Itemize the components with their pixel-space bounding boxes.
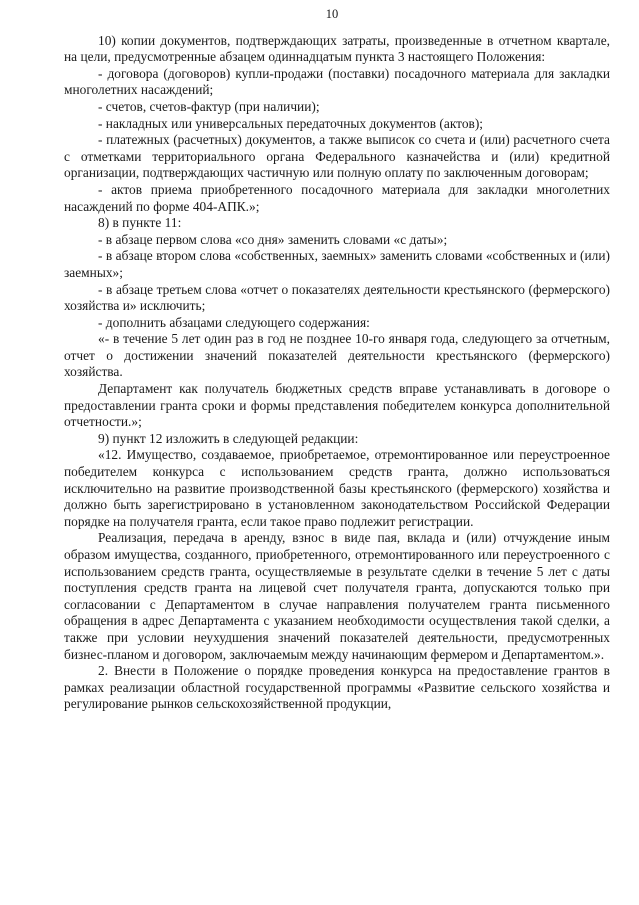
paragraph-clause-12: «12. Имущество, создаваемое, приобретаемое, отремонтированное или переустроенное победителем конкурса с использованием средств гранта, должно использоваться исключительно на развитие производственной базы крестьянского (фермерского) хозяйства и должно быть зарегистрировано в установленном законодательством Российской Федерации порядке на получателя гранта, если такое право подлежит регистрации. [64,447,610,529]
paragraph-supplement: - дополнить абзацами следующего содержания: [98,314,370,330]
paragraph-third-clause: - в абзаце третьем слова «отчет о показателях деятельности крестьянского (фермерского) хозяйства и» исключить; [64,281,610,314]
page-number: 10 [325,7,339,21]
paragraph-item-2: 2. Внести в Положение о порядке проведения конкурса на предоставление грантов в рамках реализации областной государственной программы «Развитие сельского хозяйства и регулирование рынков сельскохозяйственной продукции, [64,663,610,712]
paragraph-department-reporting: Департамент как получатель бюджетных средств вправе устанавливать в договоре о предоставлении гранта сроки и формы представления победителем конкурса дополнительной отчетности.»; [64,381,610,430]
paragraph-waybills: - накладных или универсальных передаточных документов (актов); [98,115,484,131]
paragraph-property-disposal: Реализация, передача в аренду, взнос в виде пая, вклада и (или) отчуждение иным образом имущества, созданного, приобретенного, отремонтированного или переустроенного с использованием средств гранта, осуществляемые в результате сделки в течение 5 лет с даты поступления средств гранта на лицевой счет получателя гранта, допускаются только при согласовании с Департаментом в случае направления получателем гранта письменного обращения в адрес Департамента с указанием необходимости осуществления такой сделки, а также при условии неухудшения значений показателей деятельности, предусмотренных бизнес-планом и договором, заключаемым между начинающим фермером и Департаментом.». [64,530,610,662]
paragraph-payment-documents: - платежных (расчетных) документов, а также выписок со счета и (или) расчетного счета с отметками территориального органа Федерального казначейства и (или) кредитной организации, подтверждающих частичную или полную оплату по заключенным договорам; [64,132,610,181]
paragraph-first-clause: - в абзаце первом слова «со дня» заменить словами «с даты»; [98,231,448,247]
paragraph-item-8: 8) в пункте 11: [98,215,182,231]
paragraph-sale-contracts: - договора (договоров) купли-продажи (поставки) посадочного материала для закладки многолетних насаждений; [64,65,610,98]
paragraph-second-clause: - в абзаце втором слова «собственных, заемных» заменить словами «собственных и (или) заемных»; [64,248,610,280]
paragraph-annual-report: «- в течение 5 лет один раз в год не позднее 10-го января года, следующего за отчетным, отчет о достижении значений показателей деятельности крестьянского (фермерского) хозяйства. [64,331,610,380]
paragraph-item-10: 10) копии документов, подтверждающих затраты, произведенные в отчетном квартале, на цели, предусмотренные абзацем одиннадцатым пункта 3 настоящего Положения: [64,32,610,65]
paragraph-invoices: - счетов, счетов-фактур (при наличии); [98,98,320,114]
paragraph-acceptance-acts: - актов приема приобретенного посадочного материала для закладки многолетних насаждений по форме 404-АПК.»; [64,181,610,214]
paragraph-item-9: 9) пункт 12 изложить в следующей редакции: [98,430,359,446]
